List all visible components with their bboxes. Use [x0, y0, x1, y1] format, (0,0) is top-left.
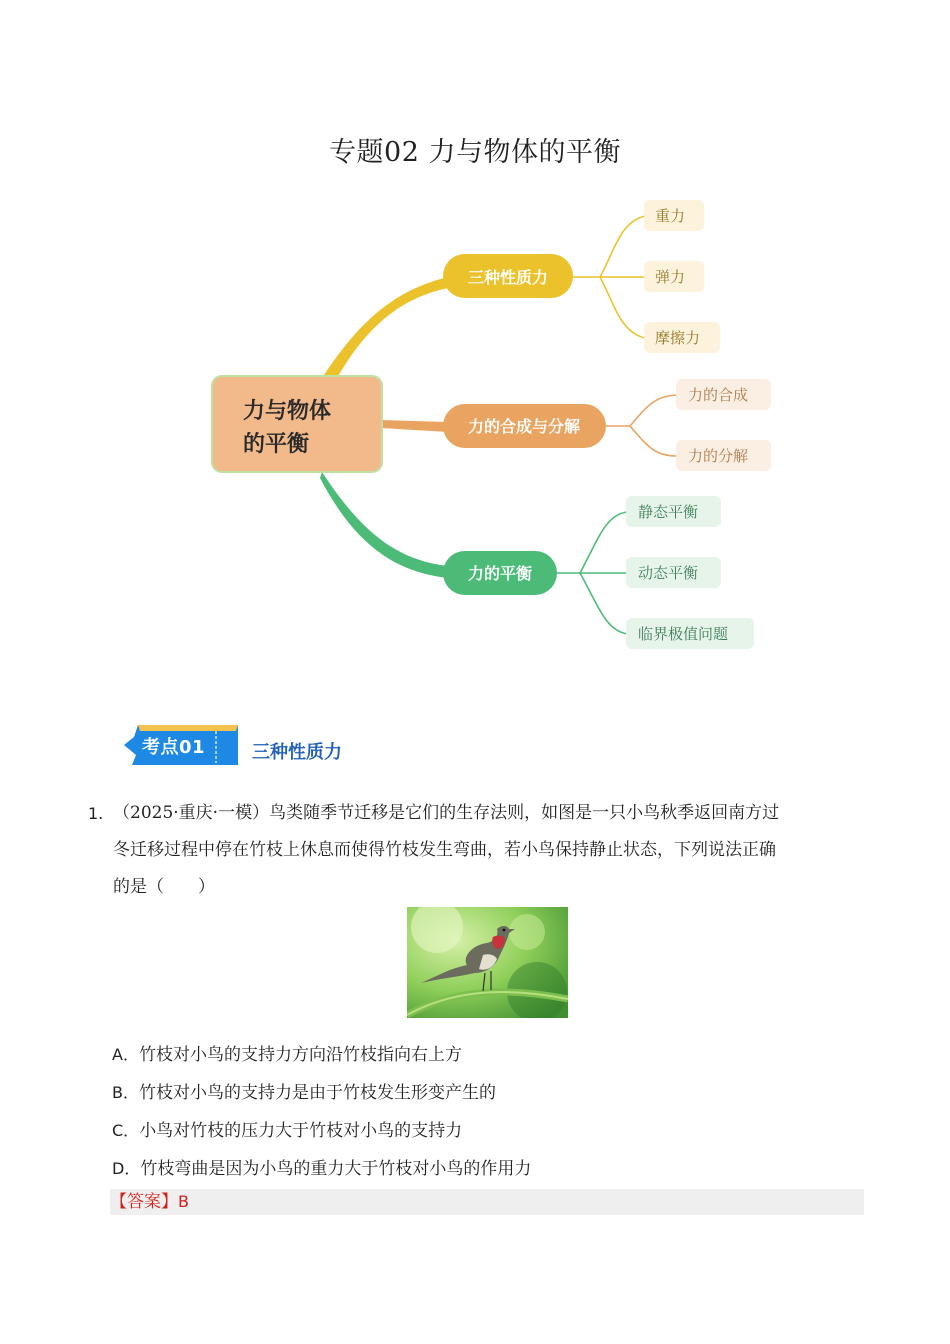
option-a[interactable]	[112, 1036, 531, 1074]
option-letter: B．	[112, 1083, 139, 1102]
mindmap-root	[212, 376, 382, 472]
question-number: 1.	[88, 804, 104, 823]
question-block	[88, 795, 868, 906]
option-c[interactable]	[112, 1112, 531, 1150]
option-letter: A．	[112, 1045, 139, 1064]
options-list	[112, 1036, 531, 1188]
option-letter: C．	[112, 1121, 140, 1140]
leaf-label: 静态平衡	[638, 503, 699, 521]
leaf-label: 重力	[655, 207, 686, 225]
leaf-label: 动态平衡	[638, 564, 699, 582]
mindmap-root-line2: 的平衡	[243, 432, 310, 457]
question-line: 的是（ ）	[113, 877, 215, 897]
question-line: （2025·重庆·一模）鸟类随季节迁移是它们的生存法则，如图是一只小鸟秋季返回南方过	[113, 803, 780, 823]
leaf-label: 力的合成	[688, 386, 749, 404]
answer-value: B	[178, 1192, 189, 1211]
page-title: 专题02 力与物体的平衡	[329, 137, 621, 168]
option-d[interactable]	[112, 1150, 531, 1188]
section-tag-label: 考点01	[142, 737, 206, 758]
leaf-label: 临界极值问题	[638, 625, 729, 643]
leaf-label: 力的分解	[688, 447, 749, 465]
mindmap-root-line1: 力与物体	[243, 399, 332, 424]
option-text: 小鸟对竹枝的压力大于竹枝对小鸟的支持力	[139, 1121, 463, 1141]
option-letter: D．	[112, 1159, 141, 1178]
connector-orange	[380, 420, 448, 432]
connector-yellow	[322, 277, 448, 380]
branch-label-3: 力的平衡	[467, 564, 533, 583]
leaf-label: 弹力	[655, 268, 686, 286]
branch-label-2: 力的合成与分解	[467, 417, 581, 436]
option-b[interactable]	[112, 1074, 531, 1112]
question-line: 冬迁移过程中停在竹枝上休息而使得竹枝发生弯曲，若小鸟保持静止状态，下列说法正确	[113, 840, 776, 860]
option-text: 竹枝对小鸟的支持力方向沿竹枝指向右上方	[138, 1045, 462, 1065]
option-text: 竹枝对小鸟的支持力是由于竹枝发生形变产生的	[138, 1083, 496, 1103]
answer-bar	[110, 1189, 864, 1215]
answer-label: 【答案】	[110, 1192, 178, 1212]
bird-on-bamboo-image	[407, 907, 568, 1018]
section-header	[124, 723, 524, 769]
section-title: 三种性质力	[252, 742, 342, 763]
branch-label-1: 三种性质力	[467, 268, 549, 287]
connector-green	[320, 472, 448, 578]
leaf-label: 摩擦力	[655, 329, 701, 347]
option-text: 竹枝弯曲是因为小鸟的重力大于竹枝对小鸟的作用力	[140, 1159, 532, 1179]
